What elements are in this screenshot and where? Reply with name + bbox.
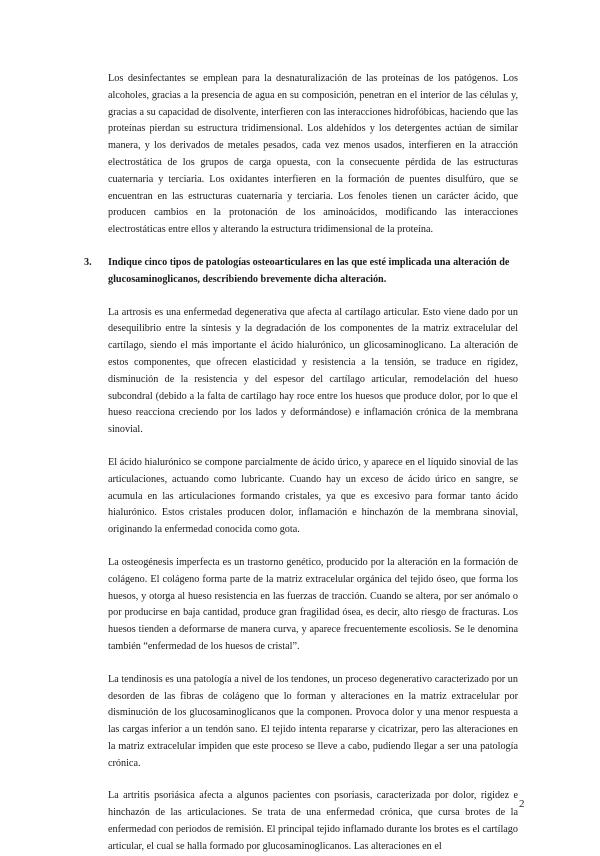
- paragraph-spacer: [108, 289, 518, 305]
- answer-paragraph-osteogenesis: La osteogénesis imperfecta es un trastorno genético, producido por la alteración en la formación de colágeno. El colágeno forma parte de la matriz extracelular orgánica del tejido óseo, que forma los huesos, y otorga al hueso resistencia en las fuerzas de tracción. Cuando se altera, por ser anómalo o por producirse en baja cantidad, produce gran fragilidad ósea, es decir, alto riesgo de fracturas. Los huesos tienden a deformarse de manera curva, y aparece frecuentemente escoliosis. Se le denomina también “enfermedad de los huesos de cristal”.: [108, 556, 518, 652]
- paragraph-spacer: [108, 239, 518, 255]
- answer-paragraph-artritis-psoriasica: La artritis psoriásica afecta a algunos pacientes con psoriasis, caracterizada por dolor, rigidez e hinchazón de las articulaciones. Se trata de una enfermedad crónica, que cursa brotes de la enfermedad con periodos de remisión. El principal tejido inflamado durante los brotes es el cartílago articular, el cual se halla formado por glucosaminoglicanos. Las alteraciones en el: [108, 790, 518, 852]
- answer-paragraph-tendinosis: La tendinosis es una patología a nivel de los tendones, un proceso degenerativo caracterizado por un desorden de las fibras de colágeno que lo forman y alteraciones en la matriz extracelular por disminución de los glucosaminoglicanos que la componen. Provoca dolor y una menor respuesta a las cargas inferior a un tendón sano. El tejido intenta repararse y cicatrizar, pero las alteraciones en la matriz extracelular impiden que este proceso se lleve a cabo, pudiendo llegar a ser una patología crónica.: [108, 673, 518, 769]
- answer-paragraph-gota: El ácido hialurónico se compone parcialmente de ácido úrico, y aparece en el líquido sinovial de las articulaciones, actuando como lubricante. Cuando hay un exceso de ácido úrico en sangre, se acumula en las articulaciones formando cristales, ya que es excesivo para formar tanto ácido hialurónico. Estos cristales producen dolor, inflamación e hinchazón de la membrana sinovial, originando la enfermedad conocida como gota.: [108, 456, 518, 536]
- page-number: 2: [519, 798, 525, 810]
- question-3: [84, 255, 518, 289]
- paragraph-spacer: [108, 656, 518, 672]
- paragraph-spacer: [108, 439, 518, 455]
- document-body: [84, 71, 518, 856]
- question-number: 3.: [84, 256, 92, 268]
- intro-paragraph: Los desinfectantes se emplean para la desnaturalización de las proteínas de los patógenos. Los alcoholes, gracias a la presencia de agua en su composición, penetran en el interior de las células y, gracias a su capacidad de disolvente, interfieren con las interacciones hidrofóbicas, haciendo que las proteínas pierdan su estructura tridimensional. Los aldehídos y los detergentes actúan de similar manera, y los derivados de metales pesados, cada vez menos usados, interfieren en la atracción electrostática de los grupos de carga opuesta, con la consecuente pérdida de las estructuras cuaternaria y terciaria. Los oxidantes interfieren en la formación de puentes disulfúro, que se encuentran en las estructuras cuaternaria y terciaria. Los fenoles tienen un carácter ácido, que producen cambios en la protonación de los aminoácidos, modificando las interacciones electrostáticas entre ellos y alterando la estructura tridimensional de la proteína.: [108, 73, 518, 236]
- answer-paragraph-artrosis: La artrosis es una enfermedad degenerativa que afecta al cartílago articular. Esto viene dado por un desequilibrio entre la síntesis y la degradación de los componentes de la matriz extracelular del cartílago, siendo el más importante el ácido hialurónico, un glicosaminoglicano. La alteración de estos componentes, que ofrecen elasticidad y resistencia a la tensión, se traduce en rigidez, disminución de la resistencia y del espesor del cartílago articular, remodelación del hueso subcondral (debido a la falta de cartílago hay roce entre los huesos que produce dolor, por lo que el hueso reacciona creciendo por los lados y deformándose) e inflamación crónica de la membrana sinovial.: [108, 306, 518, 436]
- paragraph-spacer: [108, 772, 518, 788]
- paragraph-spacer: [108, 539, 518, 555]
- question-text: Indique cinco tipos de patologías osteoarticulares en las que esté implicada una alteración de glucosaminoglicanos, describiendo brevemente dicha alteración.: [108, 256, 510, 285]
